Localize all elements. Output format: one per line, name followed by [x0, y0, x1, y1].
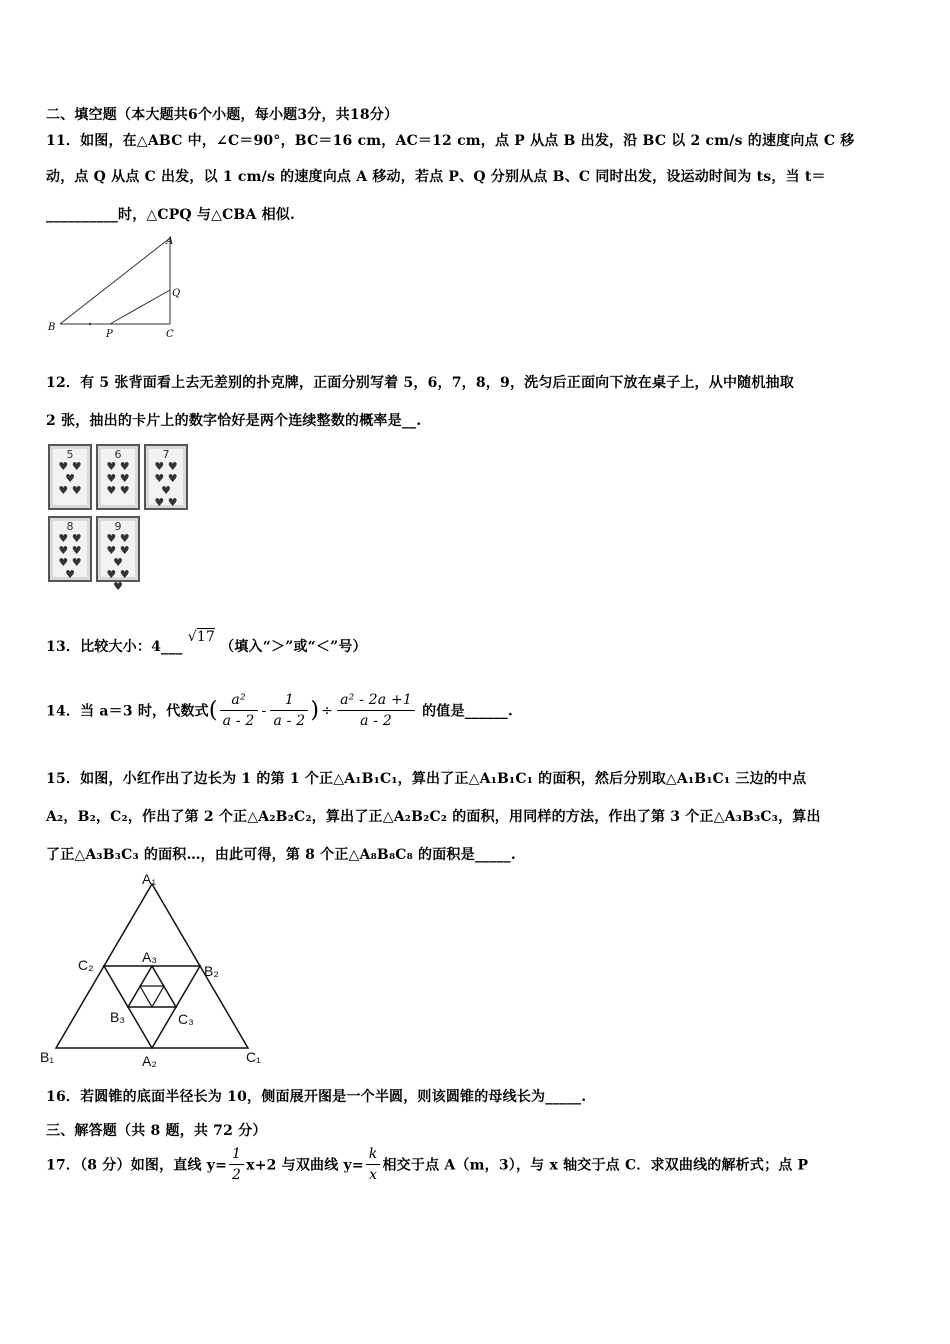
fraction-3	[337, 690, 415, 731]
q13-blank: ___	[161, 639, 183, 655]
fraction-2-denominator: a - 2	[273, 713, 306, 729]
label-b: B	[48, 322, 56, 333]
fraction-k-numerator: k	[366, 1144, 381, 1165]
fraction-2	[270, 690, 308, 731]
q14-suffix: 的值是______.	[422, 703, 513, 720]
playing-card	[48, 444, 92, 510]
label-b2: B₂	[204, 963, 219, 979]
fraction-3-denominator: a - 2	[360, 713, 392, 729]
card-face: 5 ♥ ♥ ♥ ♥ ♥	[53, 449, 87, 505]
fraction-1-denominator: a - 2	[222, 713, 255, 729]
q11-triangle-figure	[44, 232, 194, 342]
triangle-4	[140, 986, 164, 1007]
sqrt-17	[188, 629, 215, 645]
card-value: 8	[66, 520, 74, 533]
q12-line-2: 2 张，抽出的卡片上的数字恰好是两个连续整数的概率是__.	[46, 413, 422, 429]
segment-pq	[110, 290, 170, 324]
radicand: 17	[196, 629, 216, 645]
q14-line	[46, 690, 513, 731]
playing-card	[96, 516, 140, 593]
fraction-2-numerator: 1	[270, 690, 308, 711]
q17-suffix: 相交于点 A（m，3），与 x 轴交于点 C．求双曲线的解析式；点 P	[382, 1157, 809, 1174]
q15-line-3: 了正△A₃B₃C₃ 的面积…，由此可得，第 8 个正△A₈B₈C₈ 的面积是_____.	[46, 847, 516, 863]
label-c1: C₁	[246, 1049, 261, 1065]
q12-cards-figure	[46, 442, 198, 593]
side-ab	[60, 238, 170, 324]
point-dot	[89, 323, 91, 325]
minus-sign: -	[261, 702, 267, 719]
card-value: 7	[162, 448, 170, 461]
q13-suffix: （填入“＞”或“＜”号）	[220, 639, 367, 655]
fraction-half	[229, 1144, 244, 1185]
q11-line-2: 动，点 Q 从点 C 出发，以 1 cm/s 的速度向点 A 移动，若点 P、Q 分别从点 B、C 同时出发，设运动时间为 ts，当 t＝	[46, 169, 826, 185]
section-3-heading: 三、解答题（共 8 题，共 72 分）	[46, 1123, 267, 1139]
q13-prefix: 13．比较大小：4	[46, 639, 162, 655]
label-a3: A₃	[142, 949, 158, 965]
card-face: 8 ♥ ♥ ♥ ♥ ♥ ♥ ♥	[53, 521, 87, 577]
card-value: 6	[114, 448, 122, 461]
card-face: 9 ♥ ♥ ♥ ♥ ♥ ♥ ♥ ♥	[101, 521, 135, 577]
label-a: A	[166, 236, 174, 247]
q13-line	[46, 629, 367, 656]
card-face: 7 ♥ ♥ ♥ ♥ ♥ ♥ ♥	[149, 449, 183, 505]
q16-line-1: 16．若圆锥的底面半径长为 10，侧面展开图是一个半圆，则该圆锥的母线长为_____.	[46, 1089, 587, 1105]
card-value: 9	[114, 520, 122, 533]
q14-prefix: 14．当 a＝3 时，代数式	[46, 703, 209, 720]
q11-line-1: 11．如图，在△ABC 中，∠C＝90°，BC＝16 cm，AC＝12 cm，点 P 从点 B 出发，沿 BC 以 2 cm/s 的速度向点 C 移	[46, 133, 855, 149]
fraction-half-denominator: 2	[232, 1167, 242, 1183]
fraction-1-numerator: a²	[220, 690, 258, 711]
playing-card	[96, 444, 140, 510]
label-a2: A₂	[142, 1053, 157, 1069]
fraction-1	[220, 690, 258, 731]
fraction-k-over-x	[366, 1144, 381, 1185]
open-paren: (	[208, 698, 218, 723]
label-c3: C₃	[178, 1011, 194, 1027]
divide-sign: ÷	[321, 702, 334, 719]
fraction-x-denominator: x	[369, 1167, 378, 1183]
label-c2: C₂	[78, 957, 94, 973]
fraction-half-numerator: 1	[229, 1144, 244, 1165]
card-value: 5	[66, 448, 74, 461]
card-face: 6 ♥ ♥ ♥ ♥ ♥ ♥	[101, 449, 135, 505]
q17-line	[46, 1144, 808, 1185]
q17-mid: x+2 与双曲线 y=	[246, 1157, 364, 1174]
label-b1: B₁	[40, 1049, 55, 1065]
q15-line-2: A₂，B₂，C₂，作出了第 2 个正△A₂B₂C₂，算出了正△A₂B₂C₂ 的面积，用同样的方法，作出了第 3 个正△A₃B₃C₃，算出	[46, 809, 821, 825]
section-2-heading: 二、填空题（本大题共6个小题，每小题3分，共18分）	[46, 107, 399, 123]
q17-prefix: 17．（8 分）如图，直线 y=	[46, 1157, 228, 1174]
q15-triangle-figure	[38, 870, 268, 1070]
label-p: P	[106, 329, 113, 340]
label-c: C	[166, 329, 174, 340]
close-paren: )	[310, 698, 320, 723]
q11-line-3: __________时，△CPQ 与△CBA 相似.	[46, 207, 296, 223]
label-b3: B₃	[110, 1009, 126, 1025]
playing-card	[144, 444, 188, 510]
q12-line-1: 12．有 5 张背面看上去无差别的扑克牌，正面分别写着 5，6，7，8，9，洗匀后正面向下放在桌子上，从中随机抽取	[46, 375, 794, 391]
q15-line-1: 15．如图，小红作出了边长为 1 的第 1 个正△A₁B₁C₁，算出了正△A₁B₁C₁ 的面积，然后分别取△A₁B₁C₁ 三边的中点	[46, 771, 807, 787]
fraction-3-numerator: a² - 2a +1	[337, 690, 415, 711]
label-q: Q	[172, 288, 181, 299]
playing-card	[48, 516, 92, 582]
sqrt-sign: √	[187, 629, 197, 645]
label-a1: A₁	[142, 871, 157, 887]
